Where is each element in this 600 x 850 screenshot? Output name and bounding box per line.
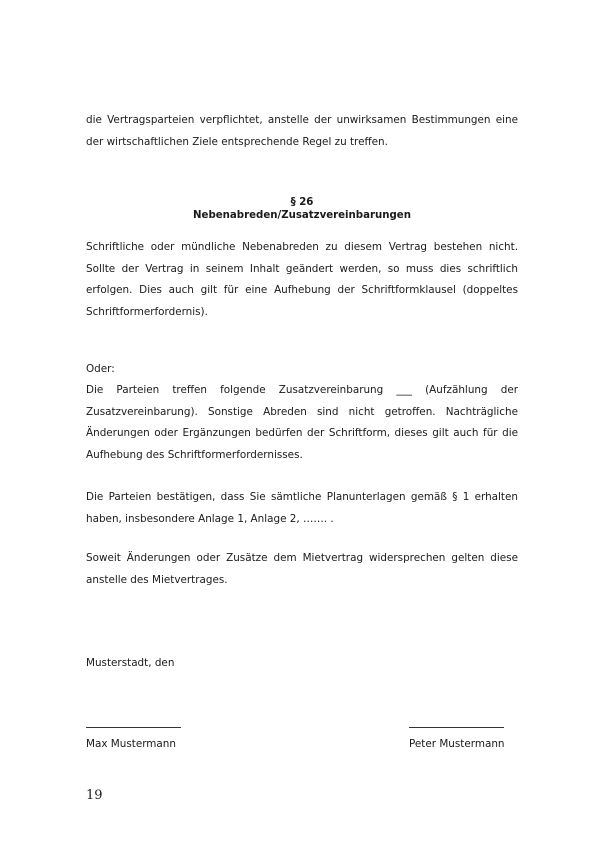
paragraph-intro: die Vertragsparteien verpflichtet, anstelle der unwirksamen Bestimmungen eine der wirtschaftlichen Ziele entsprechende Regel zu treffen. (86, 114, 518, 148)
paragraph-written-form: Schriftliche oder mündliche Nebenabreden zu diesem Vertrag bestehen nicht. Sollte der Vertrag in seinem Inhalt geändert werden, so muss dies schriftlich erfolgen. Dies auch gilt für eine Aufhebung der Schriftformklausel (doppeltes Schriftformerfordernis). (86, 241, 518, 318)
section-number: § 26 (290, 197, 314, 208)
signature-line-right (409, 727, 504, 728)
paragraph-changes: Soweit Änderungen oder Zusätze dem Mietvertrag widersprechen gelten diese anstelle des Mietvertrages. (86, 552, 518, 586)
section-title: Nebenabreden/Zusatzvereinbarungen (193, 210, 411, 221)
paragraph-plan-documents: Die Parteien bestätigen, dass Sie sämtliche Planunterlagen gemäß § 1 erhalten haben, insbesondere Anlage 1, Anlage 2, ……. . (86, 491, 518, 525)
signature-name-left: Max Mustermann (86, 738, 176, 750)
signature-name-right: Peter Mustermann (409, 738, 505, 750)
signature-line-left (86, 727, 181, 728)
paragraph-alternative: Die Parteien treffen folgende Zusatzvereinbarung ___ (Aufzählung der Zusatzvereinbarung). Sonstige Abreden sind nicht getroffen. Nachträgliche Änderungen oder Ergänzungen bedürfen der Schriftform, dieses gilt auch für die Aufhebung des Schriftformerfordernisses. (86, 384, 518, 461)
place-date-line: Musterstadt, den (86, 657, 175, 669)
alternative-label: Oder: (86, 363, 115, 375)
page-number: 19 (86, 788, 103, 803)
